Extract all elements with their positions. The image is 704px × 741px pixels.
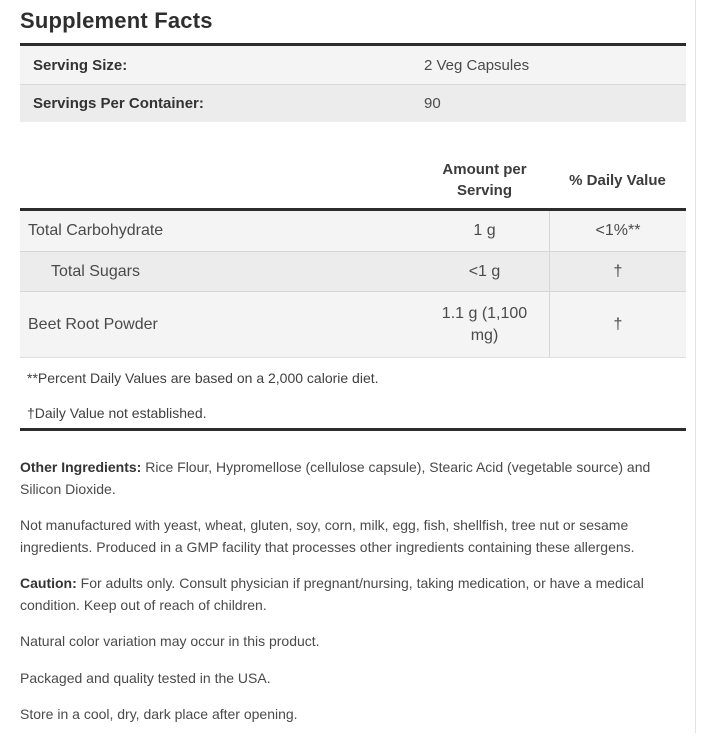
color-variation-text: Natural color variation may occur in this product. <box>20 633 320 649</box>
caution-paragraph <box>20 573 670 616</box>
servings-per-container-row <box>20 84 686 122</box>
nutrient-name: Total Sugars <box>51 262 140 280</box>
supplement-facts-panel <box>20 0 686 741</box>
footnotes-section <box>20 370 686 421</box>
packaged-usa-paragraph <box>20 668 670 690</box>
color-variation-paragraph <box>20 631 670 653</box>
daily-value-not-established-footnote: †Daily Value not established. <box>27 405 207 421</box>
nutrient-name: Beet Root Powder <box>28 315 158 333</box>
servings-per-container-label: Servings Per Container: <box>33 95 204 112</box>
supplement-facts-title: Supplement Facts <box>20 8 213 33</box>
nutrient-daily-value: † <box>549 292 686 357</box>
additional-info-section <box>20 457 686 726</box>
table-row <box>20 291 686 358</box>
serving-size-label: Serving Size: <box>33 56 128 74</box>
serving-size-value: 2 Veg Capsules <box>424 56 530 74</box>
nutrient-name: Total Carbohydrate <box>28 222 164 239</box>
allergen-paragraph <box>20 515 670 558</box>
packaged-usa-text: Packaged and quality tested in the USA. <box>20 669 271 686</box>
daily-value-header: % Daily Value <box>569 171 666 189</box>
other-ingredients-text: Rice Flour, Hypromellose (cellulose capsule), Stearic Acid (vegetable source) and Silicon Dioxide. <box>20 459 651 497</box>
caution-label: Caution: <box>20 575 77 591</box>
percent-daily-value-footnote: **Percent Daily Values are based on a 2,000 calorie diet. <box>27 370 379 386</box>
nutrient-amount: <1 g <box>468 262 501 280</box>
allergen-text: Not manufactured with yeast, wheat, gluten, soy, corn, milk, egg, fish, shellfish, tree nut or sesame ingredients. Produced in a GMP facility that processes other ingredients containing these allergens. <box>20 517 635 555</box>
facts-table-header <box>20 152 686 208</box>
serving-size-row <box>20 46 686 84</box>
nutrient-daily-value: † <box>549 252 686 291</box>
table-row <box>20 251 686 291</box>
thick-divider-bottom <box>20 428 686 431</box>
storage-text: Store in a cool, dry, dark place after opening. <box>20 706 298 722</box>
nutrient-amount: 1 g <box>473 222 496 239</box>
page-edge-divider <box>695 0 696 733</box>
other-ingredients-label: Other Ingredients: <box>20 459 142 475</box>
other-ingredients-paragraph <box>20 457 670 500</box>
caution-text: For adults only. Consult physician if pregnant/nursing, taking medication, or have a medical condition. Keep out of reach of children. <box>20 575 644 613</box>
servings-per-container-value: 90 <box>424 95 441 112</box>
nutrient-daily-value: <1%** <box>549 211 686 251</box>
table-row <box>20 211 686 251</box>
nutrient-amount: 1.1 g (1,100 mg) <box>441 304 528 344</box>
serving-info-section <box>20 46 686 122</box>
storage-paragraph <box>20 704 670 726</box>
facts-table-body <box>20 211 686 358</box>
amount-per-serving-header: Amount per Serving <box>442 161 527 199</box>
